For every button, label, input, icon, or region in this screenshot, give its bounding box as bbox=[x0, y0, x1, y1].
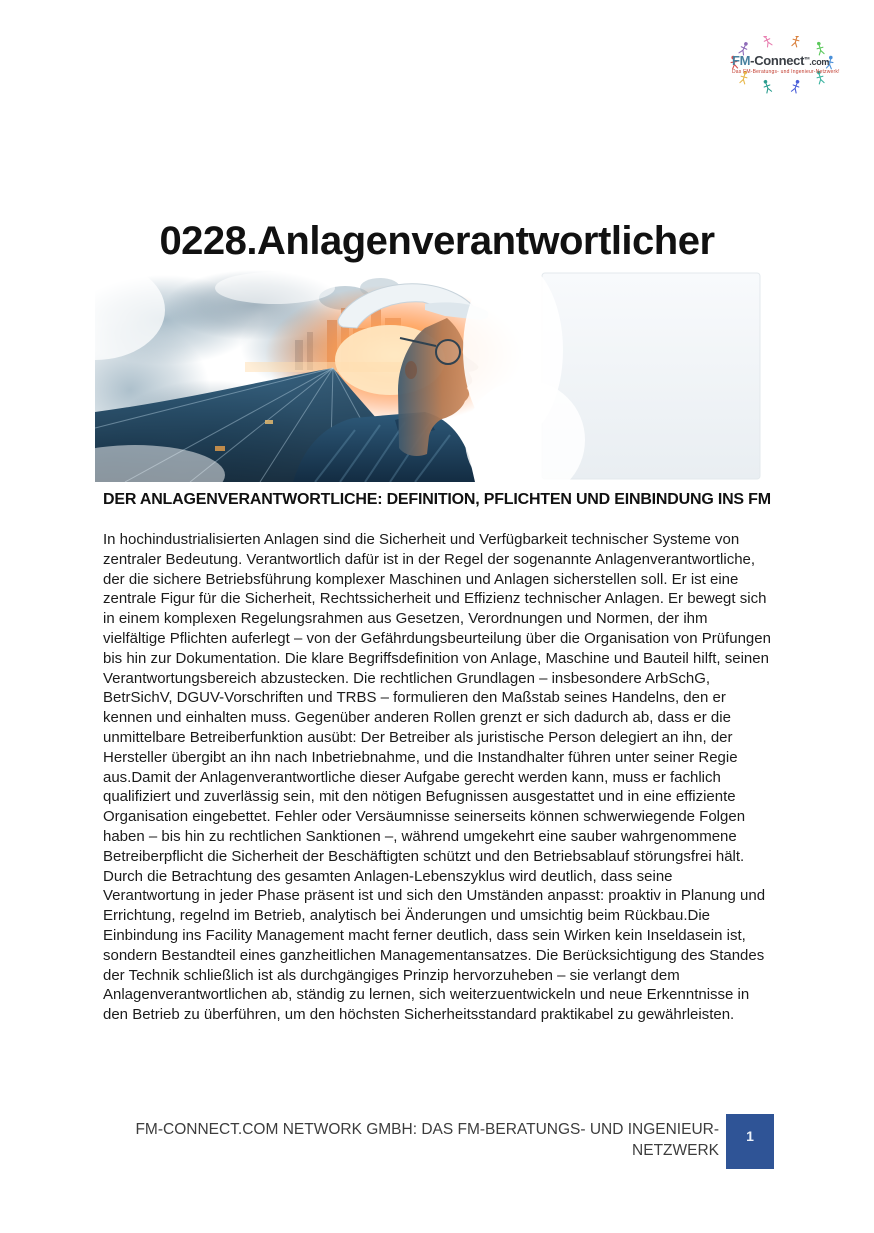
trademark-symbol: TM bbox=[804, 55, 810, 61]
fm-connect-logo bbox=[722, 36, 846, 104]
section-heading: DER ANLAGENVERANTWORTLICHE: DEFINITION, PFLICHTEN UND EINBINDUNG INS FM bbox=[103, 491, 771, 508]
logo-brand: FM-Connect™.com bbox=[732, 53, 830, 68]
page-number: 1 bbox=[746, 1128, 754, 1144]
page-title: 0228.Anlagenverantwortlicher bbox=[159, 219, 715, 263]
logo-text bbox=[732, 54, 844, 75]
body-paragraph: In hochindustrialisierten Anlagen sind die Sicherheit und Verfügbarkeit technischer Systeme von zentraler Bedeutung. Verantwortlich dafür ist in der Regel der sogenannte Anlagenverantwortliche, der die sichere Betriebsführung komplexer Maschinen und Anlagen sicherstellen soll. Er ist eine zentrale Figur für die Sicherheit, Rechtssicherheit und Effizienz technischer Anlagen. Er bewegt sich in einem komplexen Regelungsrahmen aus Gesetzen, Verordnungen und Normen, der ihm vielfältige Pflichten auferlegt – von der Gefährdungsbeurteilung über die Organisation von Prüfungen bis hin zur Dokumentation. Die klare Begriffsdefinition von Anlage, Maschine und Bauteil hilft, seinen Verantwortungsbereich abzustecken. Die rechtlichen Grundlagen – insbesondere ArbSchG, BetrSichV, DGUV-Vorschriften und TRBS – formulieren den Maßstab seines Handelns, den er kennen und einhalten muss. Gegenüber anderen Rollen grenzt er sich dadurch ab, dass er die unmittelbare Betreiberfunktion ausübt: Der Betreiber als juristische Person delegiert an ihn, der Hersteller übergibt an ihn nach Inbetriebnahme, und die Instandhalter führen unter seiner Regie aus.Damit der Anlagenverantwortliche dieser Aufgabe gerecht werden kann, muss er fachlich qualifiziert und zuverlässig sein, mit den nötigen Befugnissen ausgestattet und in eine effiziente Organisation eingebettet. Fehler oder Versäumnisse seinerseits können schwerwiegende Folgen haben – bis hin zu rechtlichen Sanktionen –, während umgekehrt eine sauber wahrgenommene Betreiberpflicht die Sicherheit der Beschäftigten schützt und den Betriebsablauf störungsfrei hält. Durch die Betrachtung des gesamten Anlagen-Lebenszyklus wird deutlich, dass seine Verantwortung in jeder Phase präsent ist und sich den Umständen anpasst: proaktiv in Planung und Errichtung, regelnd im Betrieb, analytisch bei Änderungen und umsichtig beim Rückbau.Die Einbindung ins Facility Management macht ferner deutlich, dass sein Wirken kein Inseldasein ist, sondern Bestandteil eines ganzheitlichen Managementansatzes. Die Berücksichtigung des Standes der Technik schließlich ist als durchgängiges Prinzip hervorzuheben – sie verlangt dem Anlagenverantwortlichen ab, ständig zu lernen, sich weiterzuentwickeln und neue Erkenntnisse in den Betrieb zu überführen, um den höchsten Sicherheitsstandard praktikabel zu gewährleisten. bbox=[103, 531, 771, 1024]
hero-image bbox=[95, 270, 762, 482]
logo-tagline: Das FM-Beratungs- und Ingenieur-Netzwerk! bbox=[732, 69, 840, 75]
hero-image-illustration bbox=[95, 270, 762, 482]
footer-text: FM-CONNECT.COM NETWORK GMBH: DAS FM-BERATUNGS- UND INGENIEUR-NETZWERK bbox=[135, 1121, 719, 1159]
page-number-badge bbox=[726, 1114, 774, 1169]
